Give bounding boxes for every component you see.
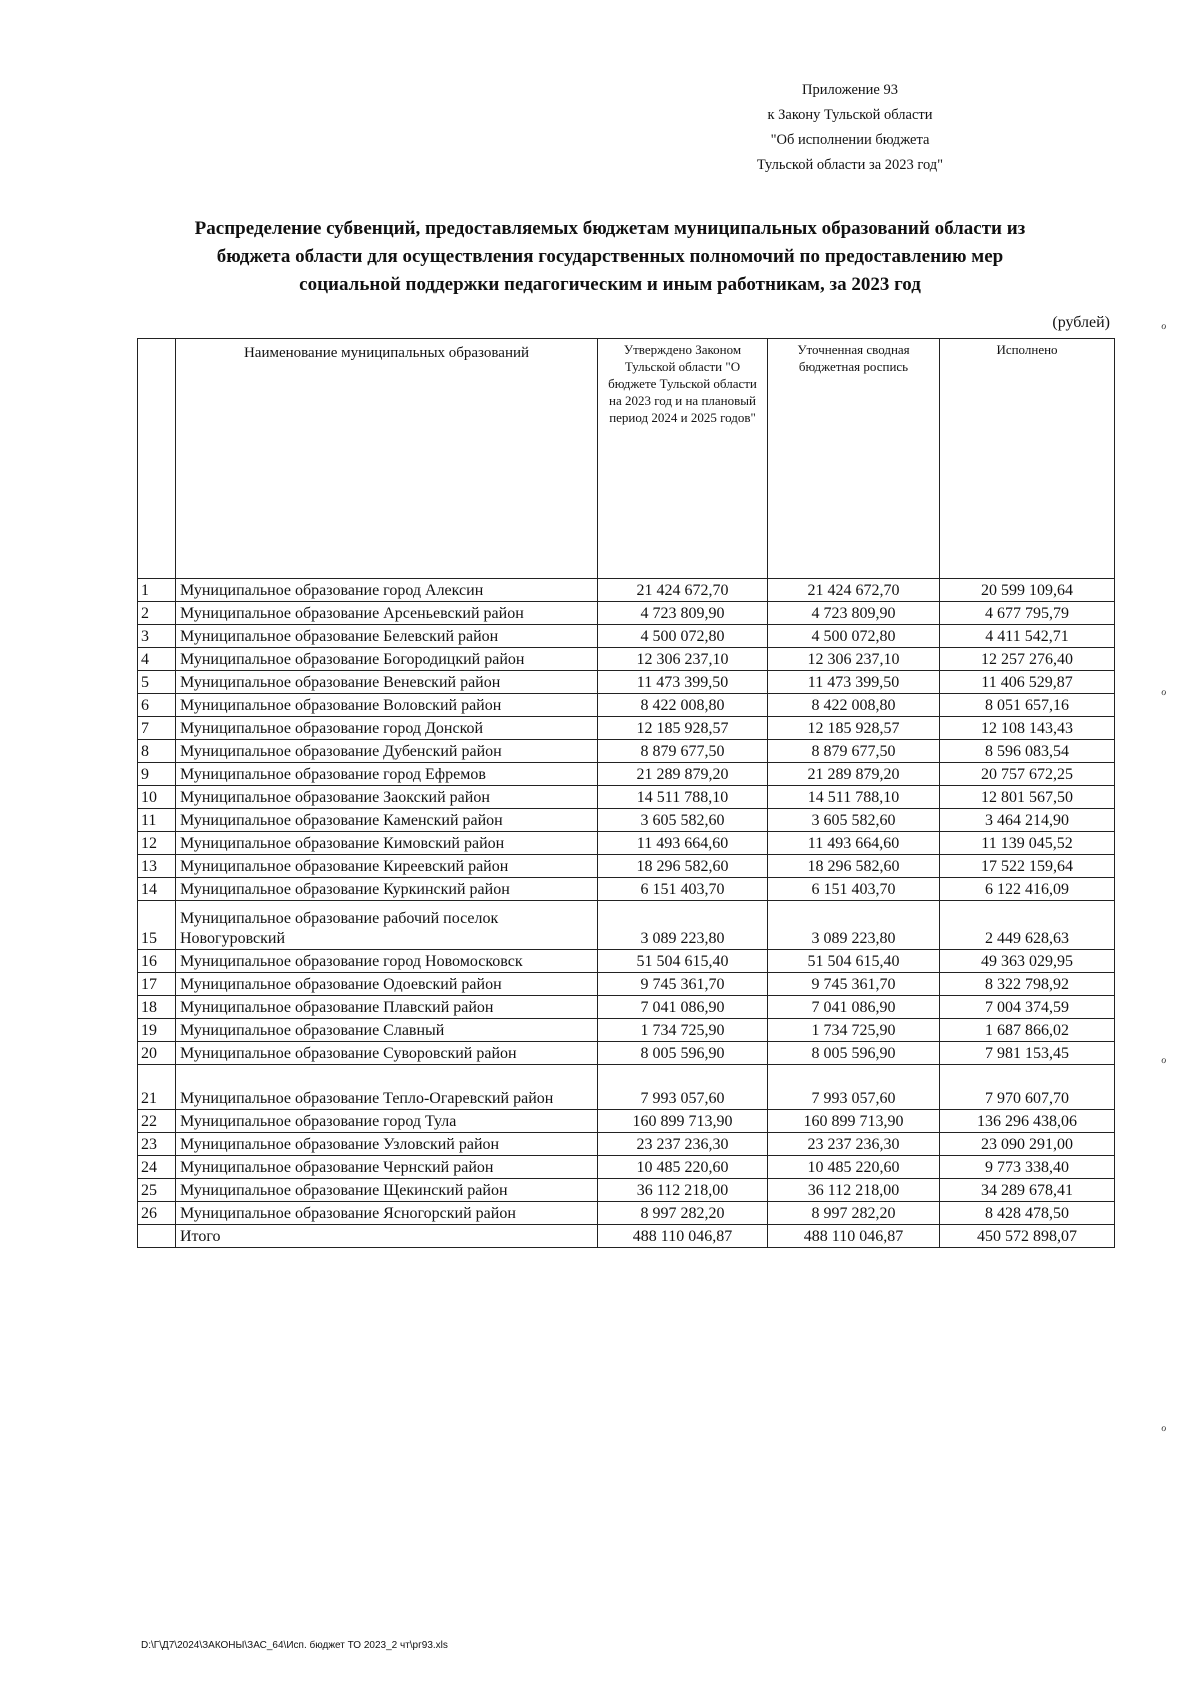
unit-label: (рублей) xyxy=(1052,314,1110,331)
row-refined: 36 112 218,00 xyxy=(768,1179,940,1202)
table-row xyxy=(138,855,1115,878)
row-name: Муниципальное образование Славный xyxy=(176,1019,598,1042)
row-name: Муниципальное образование Дубенский район xyxy=(176,740,598,763)
row-executed: 8 428 478,50 xyxy=(940,1202,1115,1225)
row-approved: 11 493 664,60 xyxy=(598,832,768,855)
row-refined: 7 993 057,60 xyxy=(768,1065,940,1110)
row-approved: 3 605 582,60 xyxy=(598,809,768,832)
table-row xyxy=(138,740,1115,763)
row-executed: 1 687 866,02 xyxy=(940,1019,1115,1042)
row-number: 8 xyxy=(138,740,176,763)
row-name: Муниципальное образование Арсеньевский район xyxy=(176,602,598,625)
row-refined: 51 504 615,40 xyxy=(768,950,940,973)
appendix-header xyxy=(720,78,980,178)
row-executed: 2 449 628,63 xyxy=(940,901,1115,950)
row-refined: 10 485 220,60 xyxy=(768,1156,940,1179)
row-name: Муниципальное образование Киреевский район xyxy=(176,855,598,878)
row-refined: 21 424 672,70 xyxy=(768,579,940,602)
table-row xyxy=(138,950,1115,973)
row-name: Муниципальное образование Щекинский район xyxy=(176,1179,598,1202)
row-refined: 3 605 582,60 xyxy=(768,809,940,832)
document-title xyxy=(120,215,1100,299)
row-executed: 20 599 109,64 xyxy=(940,579,1115,602)
row-approved: 36 112 218,00 xyxy=(598,1179,768,1202)
row-number: 14 xyxy=(138,878,176,901)
table-row xyxy=(138,1156,1115,1179)
row-approved: 21 289 879,20 xyxy=(598,763,768,786)
header-executed: Исполнено xyxy=(940,339,1115,579)
row-name: Муниципальное образование Белевский район xyxy=(176,625,598,648)
row-number: 1 xyxy=(138,579,176,602)
row-approved: 9 745 361,70 xyxy=(598,973,768,996)
row-approved: 1 734 725,90 xyxy=(598,1019,768,1042)
scan-mark: ℴ xyxy=(1161,318,1167,332)
row-executed: 12 108 143,43 xyxy=(940,717,1115,740)
row-name: Муниципальное образование Заокский район xyxy=(176,786,598,809)
row-refined: 8 422 008,80 xyxy=(768,694,940,717)
row-number: 12 xyxy=(138,832,176,855)
row-approved: 7 041 086,90 xyxy=(598,996,768,1019)
row-executed: 7 004 374,59 xyxy=(940,996,1115,1019)
table-row xyxy=(138,671,1115,694)
row-name: Муниципальное образование город Ефремов xyxy=(176,763,598,786)
row-approved: 8 005 596,90 xyxy=(598,1042,768,1065)
table-row xyxy=(138,1019,1115,1042)
row-name: Муниципальное образование город Донской xyxy=(176,717,598,740)
table-row xyxy=(138,717,1115,740)
appendix-line: Тульской области за 2023 год" xyxy=(756,157,944,173)
row-executed: 12 801 567,50 xyxy=(940,786,1115,809)
row-approved: 11 473 399,50 xyxy=(598,671,768,694)
row-executed: 8 596 083,54 xyxy=(940,740,1115,763)
row-refined: 4 500 072,80 xyxy=(768,625,940,648)
table-row xyxy=(138,809,1115,832)
title-line: социальной поддержки педагогическим и иным работникам, за 2023 год xyxy=(299,274,921,295)
row-approved: 12 185 928,57 xyxy=(598,717,768,740)
row-name: Муниципальное образование город Тула xyxy=(176,1110,598,1133)
appendix-line: Приложение 93 xyxy=(802,82,898,98)
row-approved: 21 424 672,70 xyxy=(598,579,768,602)
row-approved: 160 899 713,90 xyxy=(598,1110,768,1133)
row-name: Муниципальное образование Веневский район xyxy=(176,671,598,694)
row-approved: 8 879 677,50 xyxy=(598,740,768,763)
header-name: Наименование муниципальных образований xyxy=(176,339,598,579)
table-row xyxy=(138,1202,1115,1225)
row-executed: 4 677 795,79 xyxy=(940,602,1115,625)
row-approved: 14 511 788,10 xyxy=(598,786,768,809)
table-row xyxy=(138,973,1115,996)
row-name: Муниципальное образование Богородицкий район xyxy=(176,648,598,671)
header-approved: Утверждено Законом Тульской области "О бюджете Тульской области на 2023 год и на плановый период 2024 и 2025 годов" xyxy=(598,339,768,579)
table-row xyxy=(138,786,1115,809)
row-number: 21 xyxy=(138,1065,176,1110)
row-refined: 23 237 236,30 xyxy=(768,1133,940,1156)
appendix-line: "Об исполнении бюджета xyxy=(770,132,930,148)
row-executed: 8 051 657,16 xyxy=(940,694,1115,717)
row-refined: 1 734 725,90 xyxy=(768,1019,940,1042)
total-number-cell xyxy=(138,1225,176,1248)
row-executed: 11 139 045,52 xyxy=(940,832,1115,855)
row-executed: 9 773 338,40 xyxy=(940,1156,1115,1179)
row-executed: 3 464 214,90 xyxy=(940,809,1115,832)
row-executed: 136 296 438,06 xyxy=(940,1110,1115,1133)
table-row xyxy=(138,579,1115,602)
row-name: Муниципальное образование Чернский район xyxy=(176,1156,598,1179)
row-number: 6 xyxy=(138,694,176,717)
row-number: 23 xyxy=(138,1133,176,1156)
table-row xyxy=(138,1042,1115,1065)
row-number: 7 xyxy=(138,717,176,740)
scan-mark: ℴ xyxy=(1161,1052,1167,1066)
row-number: 9 xyxy=(138,763,176,786)
row-name: Муниципальное образование город Алексин xyxy=(176,579,598,602)
row-executed: 8 322 798,92 xyxy=(940,973,1115,996)
row-number: 19 xyxy=(138,1019,176,1042)
row-refined: 11 473 399,50 xyxy=(768,671,940,694)
row-name: Муниципальное образование Каменский район xyxy=(176,809,598,832)
row-refined: 12 306 237,10 xyxy=(768,648,940,671)
row-number: 17 xyxy=(138,973,176,996)
row-refined: 12 185 928,57 xyxy=(768,717,940,740)
total-executed: 450 572 898,07 xyxy=(940,1225,1115,1248)
table-row xyxy=(138,996,1115,1019)
row-approved: 10 485 220,60 xyxy=(598,1156,768,1179)
scan-mark: ℴ xyxy=(1161,1420,1167,1434)
row-number: 20 xyxy=(138,1042,176,1065)
row-approved: 8 997 282,20 xyxy=(598,1202,768,1225)
row-number: 15 xyxy=(138,901,176,950)
row-executed: 11 406 529,87 xyxy=(940,671,1115,694)
row-refined: 8 879 677,50 xyxy=(768,740,940,763)
row-number: 26 xyxy=(138,1202,176,1225)
row-executed: 7 981 153,45 xyxy=(940,1042,1115,1065)
row-refined: 11 493 664,60 xyxy=(768,832,940,855)
row-name: Муниципальное образование Узловский район xyxy=(176,1133,598,1156)
row-approved: 23 237 236,30 xyxy=(598,1133,768,1156)
table-row xyxy=(138,1133,1115,1156)
row-name: Муниципальное образование город Новомосковск xyxy=(176,950,598,973)
row-approved: 51 504 615,40 xyxy=(598,950,768,973)
row-refined: 21 289 879,20 xyxy=(768,763,940,786)
row-executed: 6 122 416,09 xyxy=(940,878,1115,901)
table-row xyxy=(138,602,1115,625)
row-number: 3 xyxy=(138,625,176,648)
row-refined: 7 041 086,90 xyxy=(768,996,940,1019)
row-number: 13 xyxy=(138,855,176,878)
row-name: Муниципальное образование Суворовский район xyxy=(176,1042,598,1065)
row-executed: 34 289 678,41 xyxy=(940,1179,1115,1202)
row-refined: 6 151 403,70 xyxy=(768,878,940,901)
row-name: Муниципальное образование Плавский район xyxy=(176,996,598,1019)
row-number: 10 xyxy=(138,786,176,809)
row-approved: 4 500 072,80 xyxy=(598,625,768,648)
scan-mark: ℴ xyxy=(1161,684,1167,698)
title-line: Распределение субвенций, предоставляемых бюджетам муниципальных образований области из xyxy=(194,218,1026,239)
distribution-table xyxy=(137,338,1115,1248)
row-executed: 7 970 607,70 xyxy=(940,1065,1115,1110)
row-executed: 17 522 159,64 xyxy=(940,855,1115,878)
table-row xyxy=(138,625,1115,648)
row-name: Муниципальное образование Воловский район xyxy=(176,694,598,717)
row-approved: 7 993 057,60 xyxy=(598,1065,768,1110)
total-refined: 488 110 046,87 xyxy=(768,1225,940,1248)
table-row xyxy=(138,878,1115,901)
row-number: 25 xyxy=(138,1179,176,1202)
title-line: бюджета области для осуществления государственных полномочий по предоставлению мер xyxy=(216,246,1004,267)
total-row xyxy=(138,1225,1115,1248)
table-row xyxy=(138,901,1115,950)
row-executed: 12 257 276,40 xyxy=(940,648,1115,671)
row-name: Муниципальное образование рабочий поселок Новогуровский xyxy=(176,901,598,950)
row-name: Муниципальное образование Тепло-Огаревский район xyxy=(176,1065,598,1110)
header-refined: Уточненная сводная бюджетная роспись xyxy=(768,339,940,579)
row-approved: 3 089 223,80 xyxy=(598,901,768,950)
row-approved: 12 306 237,10 xyxy=(598,648,768,671)
row-refined: 14 511 788,10 xyxy=(768,786,940,809)
table-row xyxy=(138,694,1115,717)
row-executed: 4 411 542,71 xyxy=(940,625,1115,648)
row-name: Муниципальное образование Кимовский район xyxy=(176,832,598,855)
row-number: 24 xyxy=(138,1156,176,1179)
row-approved: 6 151 403,70 xyxy=(598,878,768,901)
row-number: 16 xyxy=(138,950,176,973)
footer-file-path: D:\Г\Д7\2024\ЗАКОНЫ\ЗАС_64\Исп. бюджет ТО 2023_2 чт\рг93.xls xyxy=(141,1640,448,1651)
row-number: 18 xyxy=(138,996,176,1019)
row-refined: 3 089 223,80 xyxy=(768,901,940,950)
row-number: 4 xyxy=(138,648,176,671)
row-executed: 49 363 029,95 xyxy=(940,950,1115,973)
row-number: 22 xyxy=(138,1110,176,1133)
appendix-line: к Закону Тульской области xyxy=(767,107,933,123)
table-row xyxy=(138,1065,1115,1110)
row-refined: 160 899 713,90 xyxy=(768,1110,940,1133)
table-row xyxy=(138,1179,1115,1202)
row-refined: 8 997 282,20 xyxy=(768,1202,940,1225)
table-row xyxy=(138,648,1115,671)
row-executed: 20 757 672,25 xyxy=(940,763,1115,786)
row-refined: 9 745 361,70 xyxy=(768,973,940,996)
table-header-row xyxy=(138,339,1115,579)
row-approved: 18 296 582,60 xyxy=(598,855,768,878)
row-name: Муниципальное образование Ясногорский район xyxy=(176,1202,598,1225)
row-number: 5 xyxy=(138,671,176,694)
row-refined: 4 723 809,90 xyxy=(768,602,940,625)
row-refined: 18 296 582,60 xyxy=(768,855,940,878)
table-row xyxy=(138,832,1115,855)
row-number: 2 xyxy=(138,602,176,625)
table-row xyxy=(138,763,1115,786)
row-name: Муниципальное образование Куркинский район xyxy=(176,878,598,901)
row-approved: 4 723 809,90 xyxy=(598,602,768,625)
total-label: Итого xyxy=(176,1225,598,1248)
row-number: 11 xyxy=(138,809,176,832)
row-name: Муниципальное образование Одоевский район xyxy=(176,973,598,996)
header-number-cell xyxy=(138,339,176,579)
row-approved: 8 422 008,80 xyxy=(598,694,768,717)
table-row xyxy=(138,1110,1115,1133)
total-approved: 488 110 046,87 xyxy=(598,1225,768,1248)
row-executed: 23 090 291,00 xyxy=(940,1133,1115,1156)
row-refined: 8 005 596,90 xyxy=(768,1042,940,1065)
